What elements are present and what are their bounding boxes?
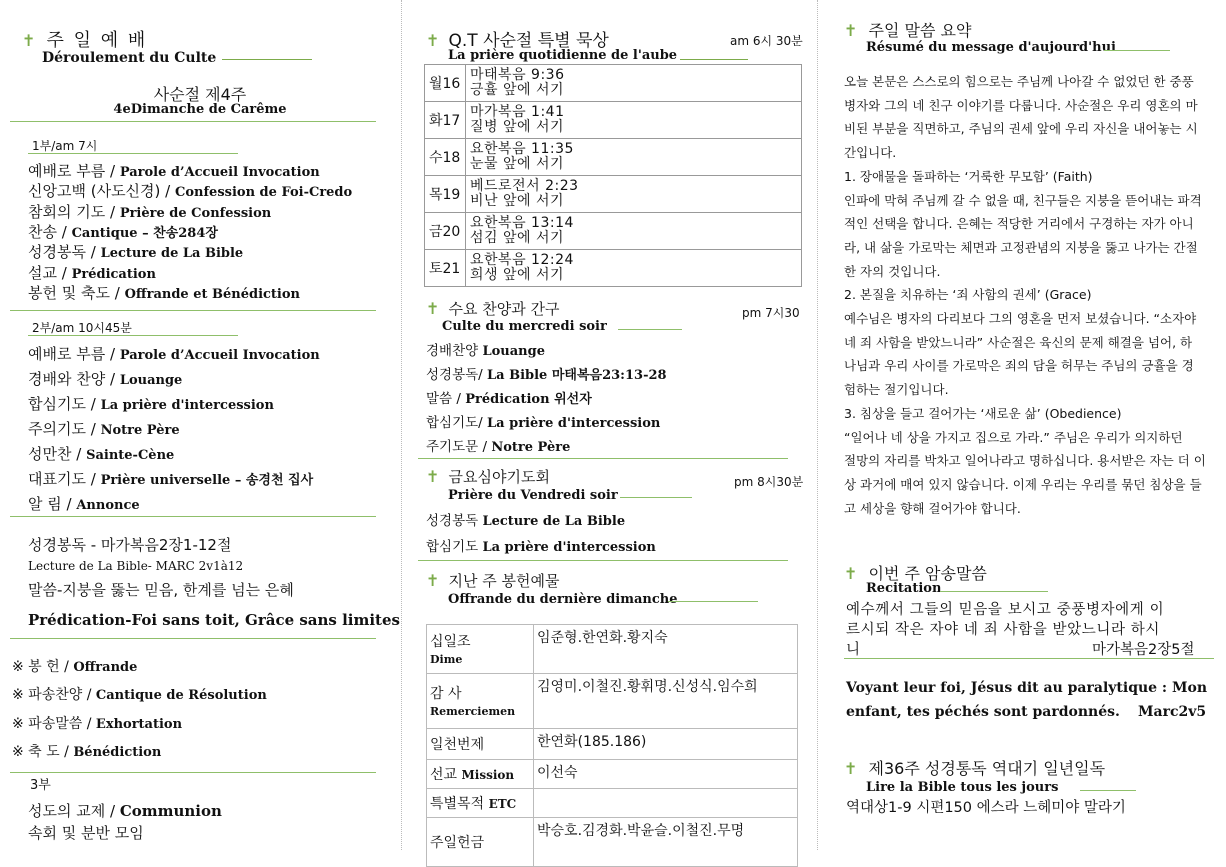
order-item bbox=[28, 418, 180, 439]
qt-theme: 눈물 앞에 서기 bbox=[470, 156, 565, 172]
offering-value: 박승호.김경화.박윤슬.이철진.무명 bbox=[534, 818, 798, 867]
slash: / bbox=[105, 345, 120, 363]
offering-label bbox=[427, 760, 534, 789]
order-item bbox=[28, 160, 320, 181]
bible-title: 제36주 성경통독 역대기 일년일독 bbox=[868, 759, 1106, 778]
divider bbox=[940, 591, 1048, 592]
cross-icon: ✝ bbox=[426, 299, 440, 318]
cross-icon: ✝ bbox=[426, 571, 440, 590]
item-kr: 대표기도 bbox=[28, 470, 86, 488]
qt-theme: 비난 앞에 서기 bbox=[470, 193, 565, 209]
divider bbox=[680, 59, 748, 60]
qt-cell bbox=[466, 176, 802, 213]
label-fr: ETC bbox=[488, 797, 517, 811]
service1-label: 1부/am 7시 bbox=[32, 139, 98, 153]
offering-row bbox=[427, 674, 798, 729]
divider bbox=[418, 458, 788, 459]
order-item bbox=[28, 241, 243, 262]
item-kr: 경배와 찬양 bbox=[28, 370, 106, 388]
item-fr: Louange bbox=[482, 344, 545, 359]
item-kr: 성경봉독 bbox=[426, 513, 479, 529]
summary-line: 나님과 우리 사이를 가로막은 죄의 담을 허무는 주님의 긍휼을 경 bbox=[844, 358, 1194, 374]
slash: / bbox=[59, 743, 74, 760]
sermon-fr: Prédication-Foi sans toit, Grâce sans limites bbox=[28, 611, 400, 629]
recite-kr-line: 예수께서 그들의 믿음을 보시고 중풍병자에게 이 bbox=[846, 602, 1165, 618]
week-title-kr: 사순절 제4주 bbox=[153, 85, 247, 104]
wed-time: pm 7시30 bbox=[742, 306, 800, 320]
item-kr: ※ 파송말씀 bbox=[12, 715, 83, 732]
label-fr: Remerciemen bbox=[430, 705, 516, 718]
slash: / bbox=[59, 659, 74, 675]
label-fr: Dime bbox=[430, 653, 463, 666]
fri-time: pm 8시30분 bbox=[734, 475, 804, 489]
offering-table bbox=[426, 624, 798, 867]
item-fr: Communion bbox=[119, 802, 222, 820]
label-kr: 선교 bbox=[430, 767, 458, 783]
fri-fr: Prière du Vendredi soir bbox=[448, 488, 618, 503]
summary-line: 험하는 절기입니다. bbox=[844, 382, 949, 398]
item-kr: 주의기도 bbox=[28, 420, 86, 438]
qt-fr: La prière quotidienne de l'aube bbox=[448, 48, 678, 63]
section-header bbox=[426, 298, 559, 319]
item-kr: ※ 축 도 bbox=[12, 743, 60, 760]
qt-row bbox=[425, 139, 802, 176]
qt-cell bbox=[466, 250, 802, 287]
divider bbox=[844, 658, 1214, 659]
slash: / bbox=[105, 370, 120, 388]
item-kr: ※ 봉 헌 bbox=[12, 659, 60, 675]
recite-kr-line: 르시되 작은 자야 네 죄 사함을 받았느니라 하시 bbox=[846, 622, 1160, 638]
offering-row bbox=[427, 760, 798, 789]
item-kr: ※ 파송찬양 bbox=[12, 687, 83, 704]
order-item bbox=[28, 201, 271, 222]
qt-ref: 요한복음 11:35 bbox=[470, 141, 574, 157]
divider bbox=[10, 772, 376, 773]
item-fr: La Bible 마태복음23:13-28 bbox=[487, 368, 667, 383]
qt-day: 수18 bbox=[425, 139, 466, 176]
item-kr: 말씀 / bbox=[426, 391, 461, 407]
summary-line: 2. 본질을 치유하는 ‘죄 사함의 권세’ (Grace) bbox=[844, 287, 1092, 303]
item-kr: 주기도문 / bbox=[426, 439, 488, 455]
label-fr: Mission bbox=[461, 768, 515, 782]
program-item bbox=[426, 535, 656, 555]
recite-title: 이번 주 암송말씀 bbox=[868, 564, 987, 583]
summary-line: 3. 침상을 들고 걸어가는 ‘새로운 삶’ (Obedience) bbox=[844, 405, 1122, 421]
item-fr: Offrande bbox=[73, 660, 138, 675]
qt-row bbox=[425, 65, 802, 102]
item-kr: 성경봉독/ bbox=[426, 367, 483, 383]
summary-line: 오늘 본문은 스스로의 힘으로는 주님께 나아갈 수 없었던 한 중풍 bbox=[844, 74, 1194, 89]
divider bbox=[1080, 790, 1136, 791]
qt-table bbox=[424, 64, 802, 287]
service3-item: 속회 및 분반 모임 bbox=[28, 824, 144, 842]
summary-line: 고 세상을 향해 걸어가야 합니다. bbox=[844, 500, 1021, 516]
recite-fr-ref: Marc2v5 bbox=[1138, 704, 1207, 720]
cross-icon: ✝ bbox=[22, 31, 36, 50]
divider bbox=[418, 560, 788, 561]
item-fr: Bénédiction bbox=[73, 744, 162, 760]
item-fr: Cantique – 찬송284장 bbox=[71, 225, 218, 241]
offering-label bbox=[427, 818, 534, 867]
qt-cell bbox=[466, 102, 802, 139]
order-item bbox=[28, 368, 182, 389]
item-fr: Notre Père bbox=[100, 423, 180, 438]
divider bbox=[10, 516, 376, 517]
item-kr: 참회의 기도 bbox=[28, 202, 106, 221]
week-title-fr: 4eDimanche de Carême bbox=[113, 102, 287, 117]
reading-fr: Lecture de La Bible- MARC 2v1à12 bbox=[28, 559, 244, 573]
recite-ref: 마가복음2장5절 bbox=[1092, 642, 1195, 658]
item-fr: Confession de Foi-Credo bbox=[175, 185, 353, 201]
qt-day: 토21 bbox=[425, 250, 466, 287]
qt-ref: 요한복음 12:24 bbox=[470, 252, 574, 268]
qt-cell bbox=[466, 213, 802, 250]
divider bbox=[668, 601, 758, 602]
divider bbox=[222, 59, 312, 60]
divider bbox=[10, 638, 376, 639]
slash: / bbox=[56, 222, 72, 241]
label-kr: 특별목적 bbox=[430, 796, 485, 812]
order-item bbox=[28, 493, 140, 514]
program-item bbox=[426, 435, 570, 455]
item-fr: La prière d'intercession bbox=[482, 540, 656, 555]
qt-row bbox=[425, 250, 802, 287]
summary-fr: Résumé du message d'aujourd'hui bbox=[866, 40, 1116, 55]
summary-line: 절망의 자리를 박차고 일어나라고 명하십니다. 용서받은 자는 더 이 bbox=[844, 453, 1206, 469]
item-fr: Louange bbox=[119, 373, 183, 388]
order-item bbox=[28, 262, 156, 283]
reading-kr: 성경봉독 - 마가복음2장1-12절 bbox=[28, 536, 232, 554]
summary-line: 상 과거에 매여 있지 않습니다. 이제 우리는 우리를 묶던 침상을 들 bbox=[844, 476, 1202, 492]
divider bbox=[10, 310, 376, 311]
item-kr: 예배로 부름 bbox=[28, 162, 106, 180]
qt-theme: 질병 앞에 서기 bbox=[470, 119, 565, 135]
slash: / bbox=[85, 470, 101, 488]
order-item bbox=[28, 282, 300, 303]
wed-title: 수요 찬양과 간구 bbox=[448, 300, 560, 318]
qt-cell bbox=[466, 139, 802, 176]
closing-item bbox=[12, 684, 267, 704]
qt-time: am 6시 30분 bbox=[730, 34, 803, 48]
section-header bbox=[22, 26, 147, 52]
program-item bbox=[426, 411, 660, 431]
qt-ref: 마가복음 1:41 bbox=[470, 104, 565, 120]
summary-line: 예수님은 병자의 다리보다 그의 영혼을 먼저 보셨습니다. “소자야 bbox=[844, 311, 1197, 326]
item-fr: La prière d'intercession bbox=[100, 398, 274, 413]
qt-row bbox=[425, 213, 802, 250]
item-fr: Prédication bbox=[71, 266, 156, 282]
slash: / bbox=[85, 395, 101, 413]
sermon-kr: 말씀-지붕을 뚫는 믿음, 한계를 넘는 은혜 bbox=[28, 581, 294, 599]
qt-day: 화17 bbox=[425, 102, 466, 139]
summary-line: 한 자의 것입니다. bbox=[844, 263, 941, 279]
qt-day: 월16 bbox=[425, 65, 466, 102]
header-fr: Déroulement du Culte bbox=[42, 50, 217, 66]
divider bbox=[620, 497, 692, 498]
qt-theme: 섬김 앞에 서기 bbox=[470, 230, 565, 246]
section-header bbox=[844, 756, 1105, 779]
item-fr: Cantique de Résolution bbox=[95, 688, 267, 704]
recite-fr-label: Recitation bbox=[866, 581, 942, 596]
item-fr: Offrande et Bénédiction bbox=[124, 286, 300, 302]
offering-value bbox=[534, 789, 798, 818]
divider bbox=[28, 335, 238, 336]
off-title: 지난 주 봉헌예물 bbox=[448, 572, 560, 590]
item-kr: 성경봉독 bbox=[28, 243, 86, 262]
item-kr: 설교 bbox=[28, 263, 57, 282]
weekday-column bbox=[404, 0, 814, 850]
slash: / bbox=[105, 162, 120, 180]
summary-line: 병자와 그의 네 친구 이야기를 다룹니다. 사순절은 우리 영혼의 마 bbox=[844, 97, 1198, 113]
label-kr: 십일조 bbox=[430, 634, 471, 650]
qt-ref: 요한복음 13:14 bbox=[470, 215, 574, 231]
item-fr: Annonce bbox=[76, 498, 140, 513]
order-item bbox=[28, 393, 274, 414]
item-fr: Prière universelle – 송경천 집사 bbox=[100, 473, 314, 488]
item-fr: Exhortation bbox=[95, 716, 183, 732]
offering-value: 한연화(185.186) bbox=[534, 729, 798, 760]
bible-fr: Lire la Bible tous les jours bbox=[866, 780, 1059, 795]
summary-line: 적인 선택을 합니다. 은혜는 적당한 거리에서 구경하는 자가 아니 bbox=[844, 216, 1194, 232]
slash: / bbox=[82, 715, 96, 732]
item-kr: 성만찬 bbox=[28, 445, 72, 463]
divider bbox=[28, 153, 238, 154]
slash: / bbox=[105, 202, 120, 221]
summary-line: 1. 장애물을 돌파하는 ‘거룩한 무모함’ (Faith) bbox=[844, 168, 1093, 184]
label-kr: 감 사 bbox=[430, 686, 462, 702]
bible-text: 역대상1-9 시편150 에스라 느헤미야 말라기 bbox=[846, 800, 1126, 816]
program-item bbox=[426, 339, 545, 359]
divider bbox=[1104, 50, 1170, 51]
header-kr: 주 일 예 배 bbox=[46, 30, 148, 51]
offering-label bbox=[427, 729, 534, 760]
section-header bbox=[426, 570, 559, 591]
fri-title: 금요심야기도회 bbox=[448, 468, 550, 486]
summary-title: 주일 말씀 요약 bbox=[868, 21, 972, 40]
worship-order-column bbox=[0, 0, 400, 850]
offering-row bbox=[427, 789, 798, 818]
qt-ref: 마태복음 9:36 bbox=[470, 67, 565, 83]
closing-item bbox=[12, 656, 137, 676]
item-kr: 봉헌 및 축도 bbox=[28, 283, 110, 302]
slash: / bbox=[56, 263, 72, 282]
slash: / bbox=[82, 687, 96, 704]
section-header bbox=[844, 18, 971, 41]
slash: / bbox=[110, 283, 125, 302]
item-fr: Parole d’Accueil Invocation bbox=[119, 165, 320, 180]
divider bbox=[10, 121, 376, 122]
label-kr: 주일헌금 bbox=[430, 835, 485, 851]
qt-day: 목19 bbox=[425, 176, 466, 213]
slash: / bbox=[160, 182, 175, 201]
qt-day: 금20 bbox=[425, 213, 466, 250]
item-kr: 찬송 bbox=[28, 222, 57, 241]
qt-theme: 희생 앞에 서기 bbox=[470, 267, 565, 283]
cross-icon: ✝ bbox=[426, 31, 440, 50]
item-kr: 합심기도 bbox=[28, 395, 86, 413]
offering-row bbox=[427, 729, 798, 760]
closing-item bbox=[12, 741, 161, 761]
item-fr: La prière d'intercession bbox=[487, 416, 661, 431]
off-fr: Offrande du dernière dimanche bbox=[448, 592, 678, 607]
slash: / bbox=[61, 495, 77, 513]
recite-fr-line: Voyant leur foi, Jésus dit au paralytique : Mon bbox=[846, 680, 1207, 696]
qt-row bbox=[425, 102, 802, 139]
offering-row bbox=[427, 818, 798, 867]
order-item bbox=[28, 443, 174, 464]
slash: / bbox=[85, 420, 101, 438]
summary-line: “일어나 네 상을 가지고 집으로 가라.” 주님은 우리가 의지하던 bbox=[844, 429, 1183, 445]
item-kr: 성도의 교제 bbox=[28, 802, 106, 820]
qt-cell bbox=[466, 65, 802, 102]
wed-fr: Culte du mercredi soir bbox=[442, 319, 607, 334]
order-item bbox=[28, 180, 352, 201]
section-header bbox=[426, 466, 550, 487]
item-fr: Prédication 위선자 bbox=[465, 392, 592, 407]
divider bbox=[618, 329, 682, 330]
item-kr: 알 림 bbox=[28, 495, 62, 513]
slash: / bbox=[71, 445, 87, 463]
program-item bbox=[426, 509, 625, 529]
order-item bbox=[28, 343, 320, 364]
item-fr: Sainte-Cène bbox=[86, 448, 175, 463]
recite-fr-line: enfant, tes péchés sont pardonnés. bbox=[846, 704, 1120, 720]
message-column bbox=[820, 0, 1226, 850]
summary-line: 라, 내 삶을 가로막는 체면과 고정관념의 지붕을 뚫고 나가는 간절 bbox=[844, 239, 1198, 255]
offering-row bbox=[427, 625, 798, 674]
qt-ref: 베드로전서 2:23 bbox=[470, 178, 579, 194]
recite-kr-line: 니 bbox=[846, 642, 861, 658]
offering-value: 이선숙 bbox=[534, 760, 798, 789]
order-item bbox=[28, 221, 218, 242]
item-kr: 합심기도 bbox=[426, 539, 479, 555]
item-fr: Prière de Confession bbox=[119, 205, 272, 221]
service2-label: 2부/am 10시45분 bbox=[32, 321, 132, 335]
cross-icon: ✝ bbox=[844, 21, 858, 40]
service3-label: 3부 bbox=[30, 778, 51, 793]
item-kr: 신앙고백 (사도신경) bbox=[28, 182, 161, 201]
item-kr: 합심기도/ bbox=[426, 415, 483, 431]
offering-value: 김영미.이철진.황휘명.신성식.임수희 bbox=[534, 674, 798, 729]
offering-value: 임준형.한연화.황지숙 bbox=[534, 625, 798, 674]
summary-line: 비된 부분을 직면하고, 주님의 권세 앞에 우리 자신을 내어놓는 시 bbox=[844, 121, 1198, 137]
item-fr: Lecture de La Bible bbox=[100, 246, 244, 262]
offering-label bbox=[427, 625, 534, 674]
order-item bbox=[28, 468, 313, 489]
item-fr: Parole d’Accueil Invocation bbox=[119, 348, 320, 363]
cross-icon: ✝ bbox=[844, 759, 858, 778]
closing-item bbox=[12, 713, 182, 733]
item-fr: Lecture de La Bible bbox=[482, 514, 626, 529]
program-item bbox=[426, 387, 592, 407]
label-kr: 일천번제 bbox=[430, 737, 485, 753]
item-kr: 경배찬양 bbox=[426, 343, 479, 359]
qt-theme: 긍휼 앞에 서기 bbox=[470, 82, 565, 98]
slash: / bbox=[85, 243, 101, 262]
offering-label bbox=[427, 674, 534, 729]
summary-line: 네 죄 사함을 받았느니라” 사순절은 육신의 문제 해결을 넘어, 하 bbox=[844, 334, 1193, 350]
qt-row bbox=[425, 176, 802, 213]
offering-label bbox=[427, 789, 534, 818]
summary-line: 간입니다. bbox=[844, 145, 897, 161]
summary-line: 인파에 막혀 주님께 갈 수 없을 때, 친구들은 지붕을 뜯어내는 파격 bbox=[844, 192, 1202, 208]
service3-item: 성도의 교제 / Communion bbox=[28, 802, 222, 820]
cross-icon: ✝ bbox=[844, 564, 858, 583]
qt-title: Q.T 사순절 특별 묵상 bbox=[448, 31, 609, 51]
cross-icon: ✝ bbox=[426, 467, 440, 486]
program-item bbox=[426, 363, 667, 383]
item-kr: 예배로 부름 bbox=[28, 345, 106, 363]
item-fr: Notre Père bbox=[491, 440, 571, 455]
